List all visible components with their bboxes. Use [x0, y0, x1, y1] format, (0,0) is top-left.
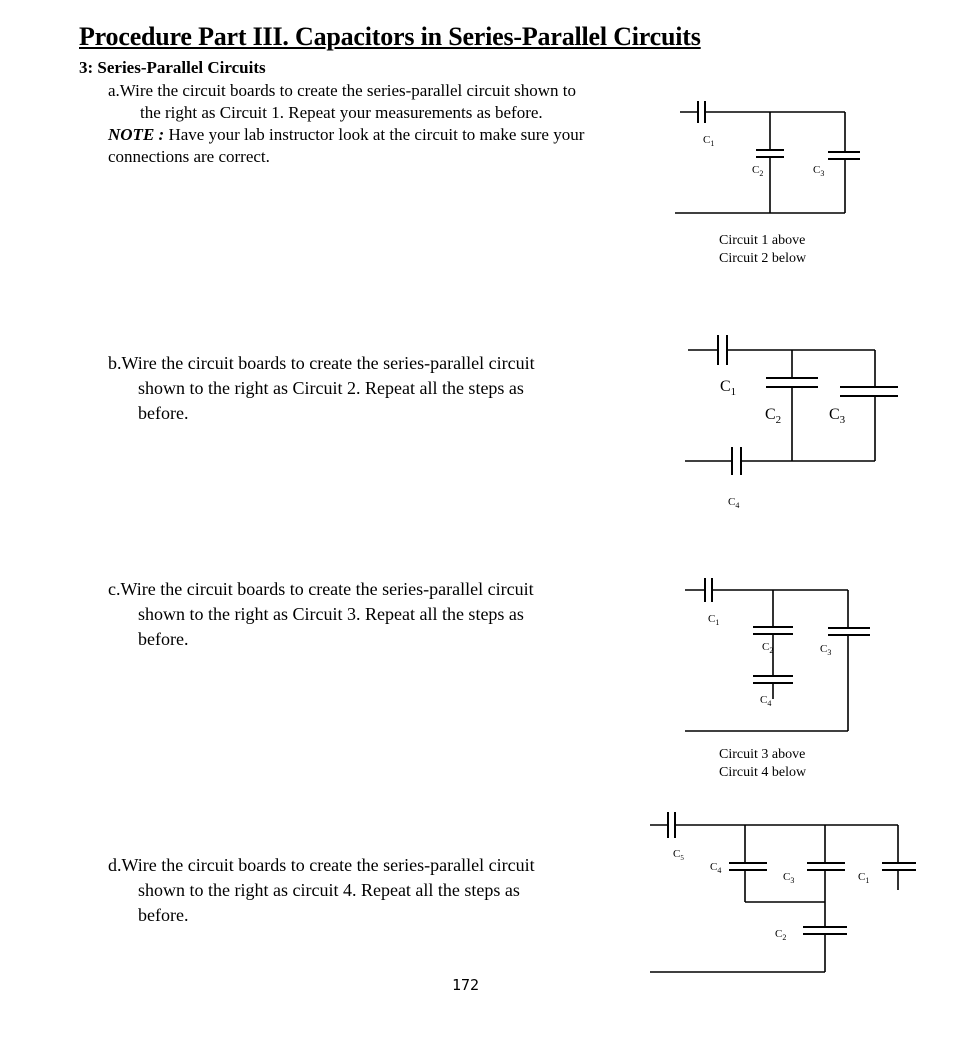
page-number: 172	[452, 976, 480, 994]
step-a-line1: Wire the circuit boards to create the series-parallel circuit shown to	[119, 81, 577, 100]
caption-circuit-1-2	[719, 232, 806, 268]
c4-label: $C_4$	[710, 861, 722, 875]
step-b-line3: before.	[138, 403, 189, 423]
step-c-line1: Wire the circuit boards to create the series-parallel circuit	[120, 579, 534, 599]
c4-label: $C_4$	[728, 496, 740, 510]
note-text: Have your lab instructor look at the circuit to make sure your	[164, 125, 585, 144]
c4-label: $C_4$	[760, 694, 772, 708]
c2-label: $C_2$	[775, 928, 787, 942]
c2-label: $C_2$	[762, 641, 774, 655]
step-d-marker: d.	[108, 855, 122, 875]
c1-label: $C_1$	[708, 613, 720, 627]
step-c-paragraph	[108, 577, 608, 652]
c3-label: $C_3$	[829, 406, 846, 426]
caption-circuit-3-above: Circuit 3 above	[719, 747, 806, 762]
step-b-line2: shown to the right as Circuit 2. Repeat all the steps as	[138, 378, 524, 398]
circuit-4-diagram	[645, 800, 925, 980]
step-c-line2: shown to the right as Circuit 3. Repeat all the steps as	[138, 604, 524, 624]
c3-label: $C_3$	[783, 871, 795, 885]
page-title: Procedure Part III. Capacitors in Series-Parallel Circuits	[79, 22, 701, 51]
step-d-line2: shown to the right as circuit 4. Repeat all the steps as	[138, 880, 520, 900]
c3-label: $C_3$	[813, 164, 825, 178]
c3-label: $C_3$	[820, 643, 832, 657]
caption-circuit-2-below: Circuit 2 below	[719, 251, 807, 266]
circuit-3-diagram	[680, 570, 880, 740]
step-a-marker: a.	[108, 81, 120, 100]
circuit-1-diagram	[670, 95, 870, 225]
caption-circuit-4-below: Circuit 4 below	[719, 765, 807, 780]
c1-label: $C_1$	[703, 134, 715, 148]
step-d-line1: Wire the circuit boards to create the series-parallel circuit	[121, 855, 535, 875]
step-b-line1: Wire the circuit boards to create the series-parallel circuit	[121, 353, 535, 373]
step-c-line3: before.	[138, 629, 189, 649]
caption-circuit-1-above: Circuit 1 above	[719, 233, 806, 248]
c5-label: $C_5$	[673, 848, 684, 862]
section-heading: 3: Series-Parallel Circuits	[79, 58, 266, 77]
caption-circuit-3-4	[719, 746, 806, 782]
note-line2: connections are correct.	[108, 147, 270, 166]
step-c-marker: c.	[108, 579, 121, 599]
circuit-2-diagram	[680, 325, 910, 515]
step-a-line2: the right as Circuit 1. Repeat your measurements as before.	[140, 103, 543, 122]
step-a-paragraph	[108, 80, 648, 168]
step-b-paragraph	[108, 351, 608, 426]
step-d-paragraph	[108, 853, 608, 928]
c1-label: $C_1$	[720, 378, 737, 398]
c2-label: $C_2$	[752, 164, 764, 178]
c1-label: $C_1$	[858, 871, 870, 885]
c2-label: $C_2$	[765, 406, 782, 426]
step-b-marker: b.	[108, 353, 122, 373]
note-label: NOTE :	[108, 125, 165, 144]
step-d-line3: before.	[138, 905, 189, 925]
